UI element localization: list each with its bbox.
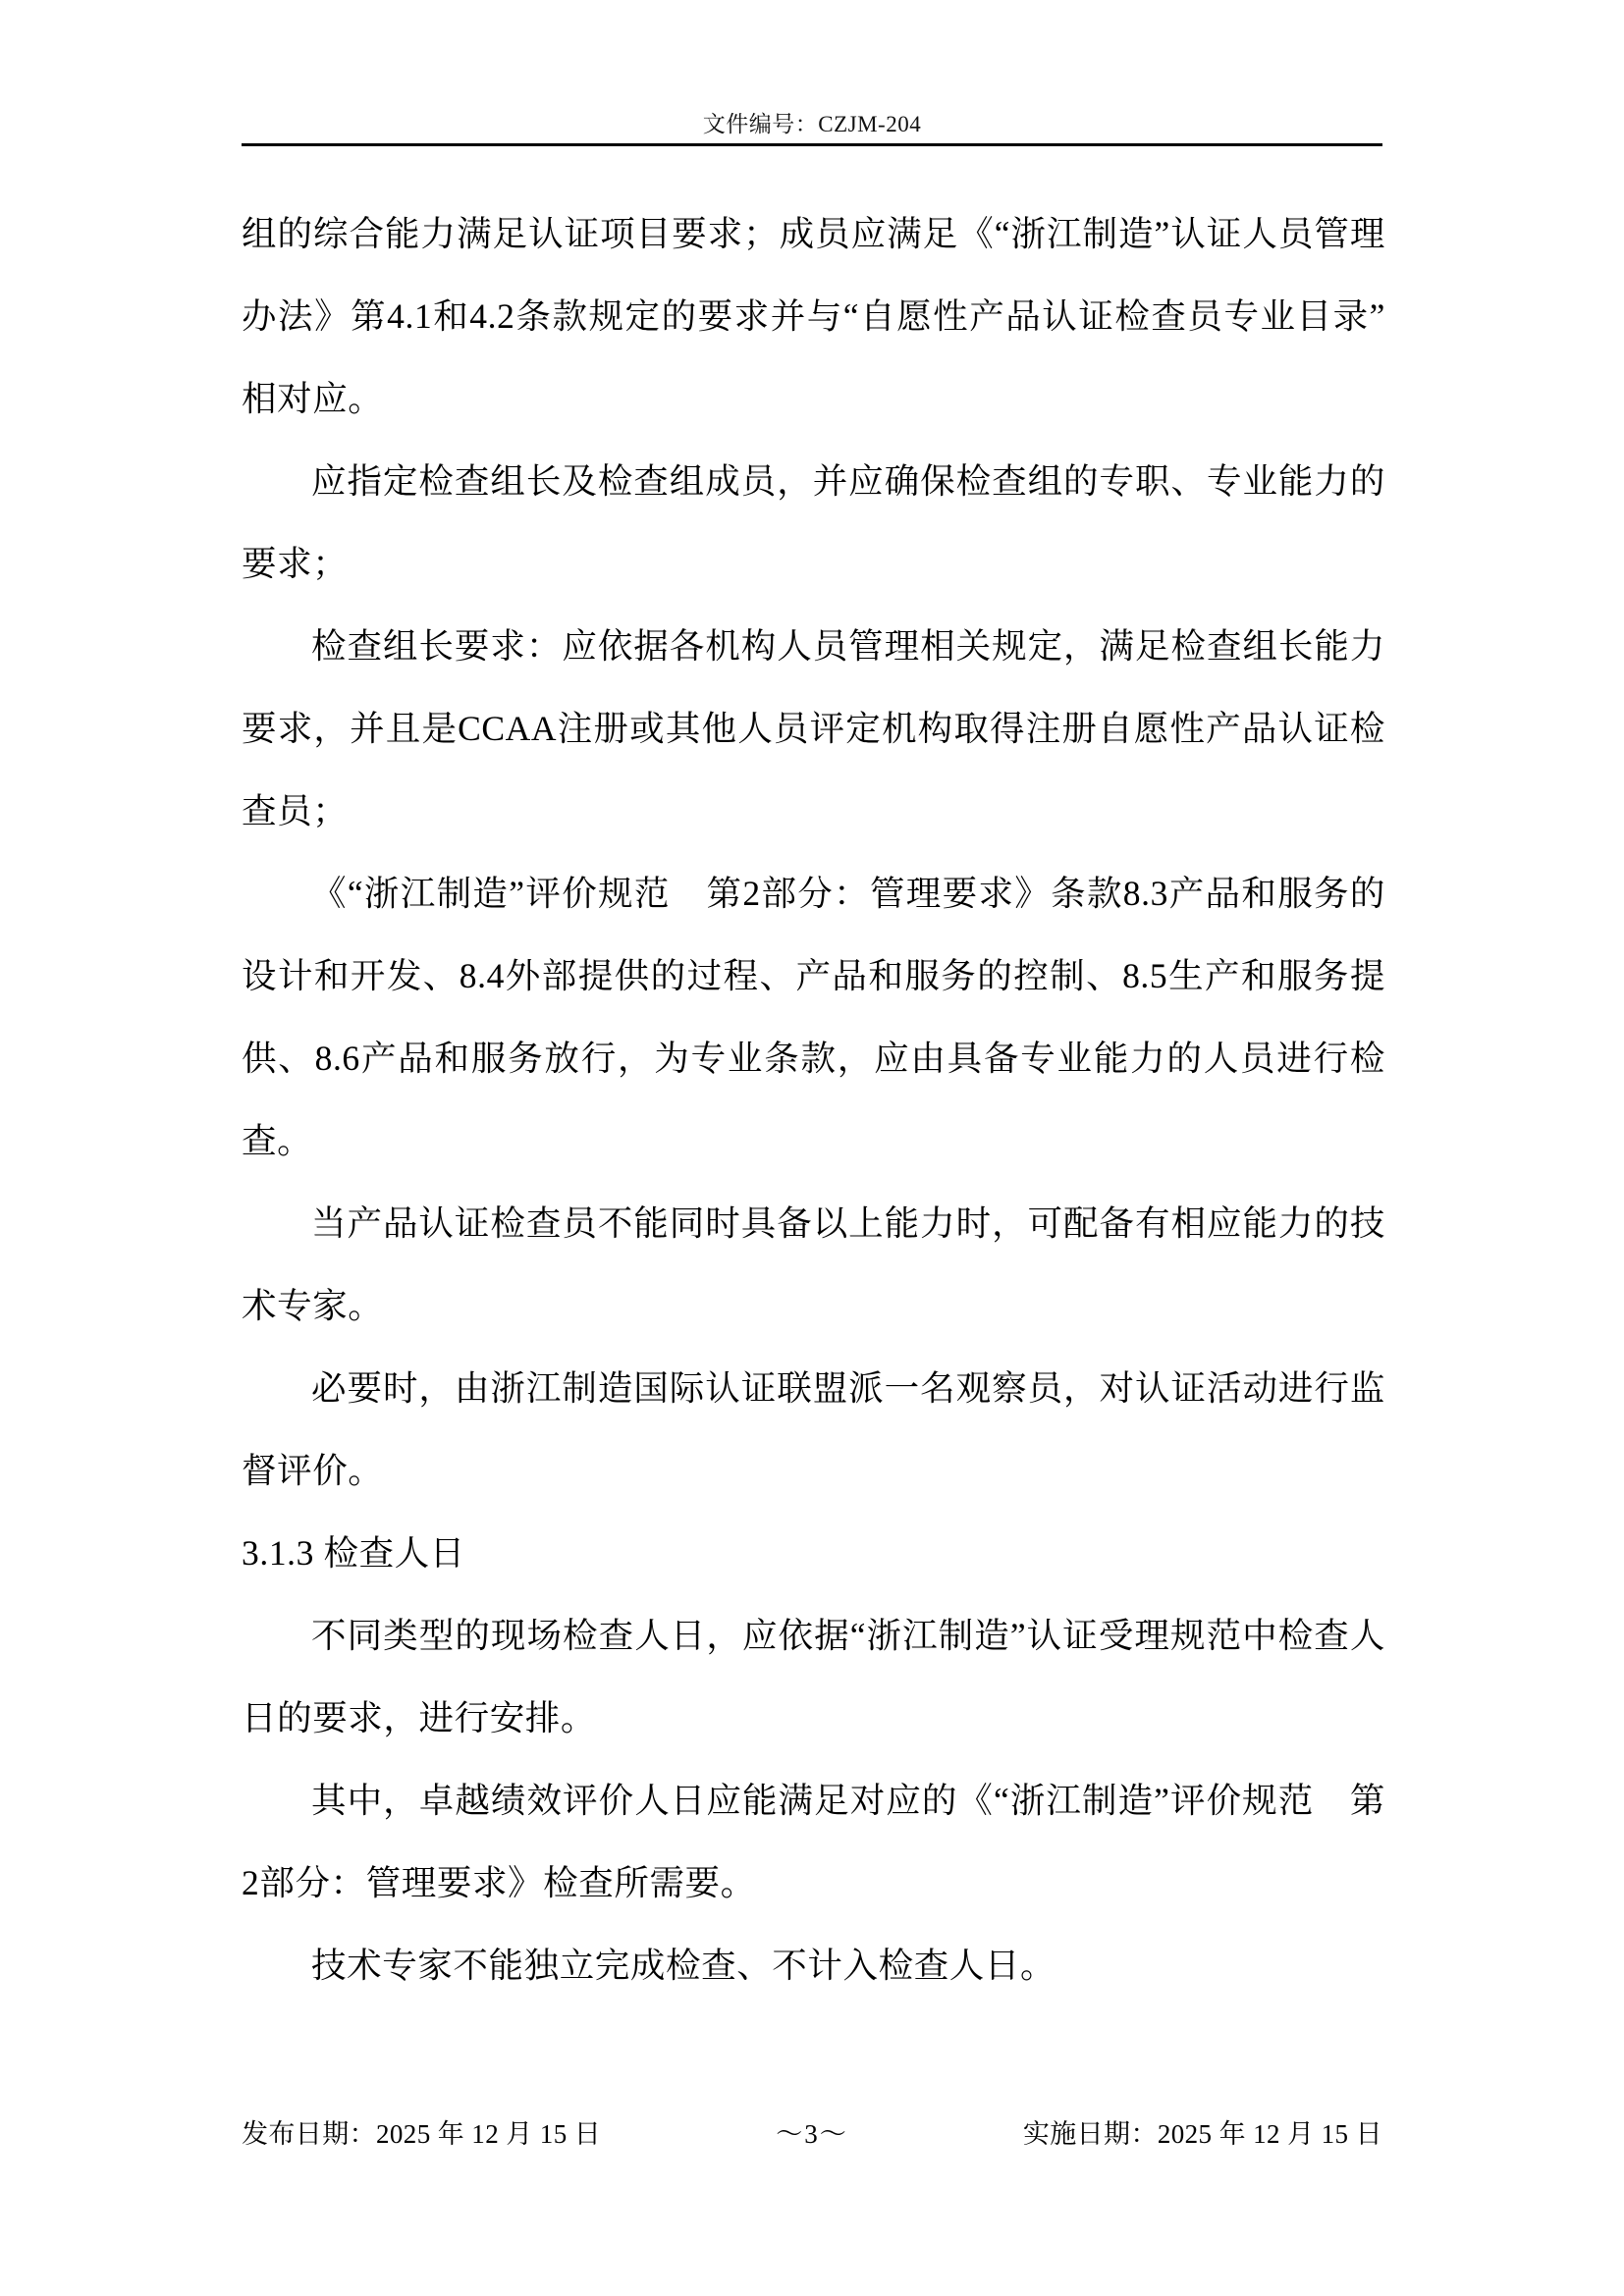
paragraph-man-days-arrangement: 不同类型的现场检查人日，应依据“浙江制造”认证受理规范中检查人日的要求，进行安排。 [242,1616,1385,1737]
document-number: 文件编号：CZJM-204 [702,112,922,136]
paragraph-performance-evaluation-man-days: 其中，卓越绩效评价人日应能满足对应的《“浙江制造”评价规范 第2部分：管理要求》检查所需要。 [242,1781,1385,1902]
paragraph-evaluation-spec-clauses: 《“浙江制造”评价规范 第2部分：管理要求》条款8.3产品和服务的设计和开发、8.4外部提供的过程、产品和服务的控制、8.5生产和服务提供、8.6产品和服务放行，为专业条款，应由具备专业能力的人员进行检查。 [242,874,1385,1160]
header-divider [242,143,1382,146]
paragraph-continued: 组的综合能力满足认证项目要求；成员应满足《“浙江制造”认证人员管理办法》第4.1和4.2条款规定的要求并与“自愿性产品认证检查员专业目录”相对应。 [242,214,1385,418]
document-footer [242,2112,1382,2151]
paragraph-team-leader-requirements: 检查组长要求：应依据各机构人员管理相关规定，满足检查组长能力要求，并且是CCAA注册或其他人员评定机构取得注册自愿性产品认证检查员； [242,626,1385,830]
document-header [242,106,1382,138]
paragraph-inspection-team-appointment: 应指定检查组长及检查组成员，并应确保检查组的专职、专业能力的要求； [242,461,1385,583]
page-number: ～3～ [776,2119,848,2149]
paragraph-expert-not-counted: 技术专家不能独立完成检查、不计入检查人日。 [311,1946,1056,1985]
section-heading-3-1-3: 3.1.3 检查人日 [242,1533,465,1573]
effective-date: 实施日期：2025 年 12 月 15 日 [1022,2119,1382,2149]
document-body [242,192,1385,2006]
paragraph-observer: 必要时，由浙江制造国际认证联盟派一名观察员，对认证活动进行监督评价。 [242,1368,1385,1490]
issue-date: 发布日期：2025 年 12 月 15 日 [242,2119,602,2149]
paragraph-technical-expert: 当产品认证检查员不能同时具备以上能力时，可配备有相应能力的技术专家。 [242,1203,1385,1325]
